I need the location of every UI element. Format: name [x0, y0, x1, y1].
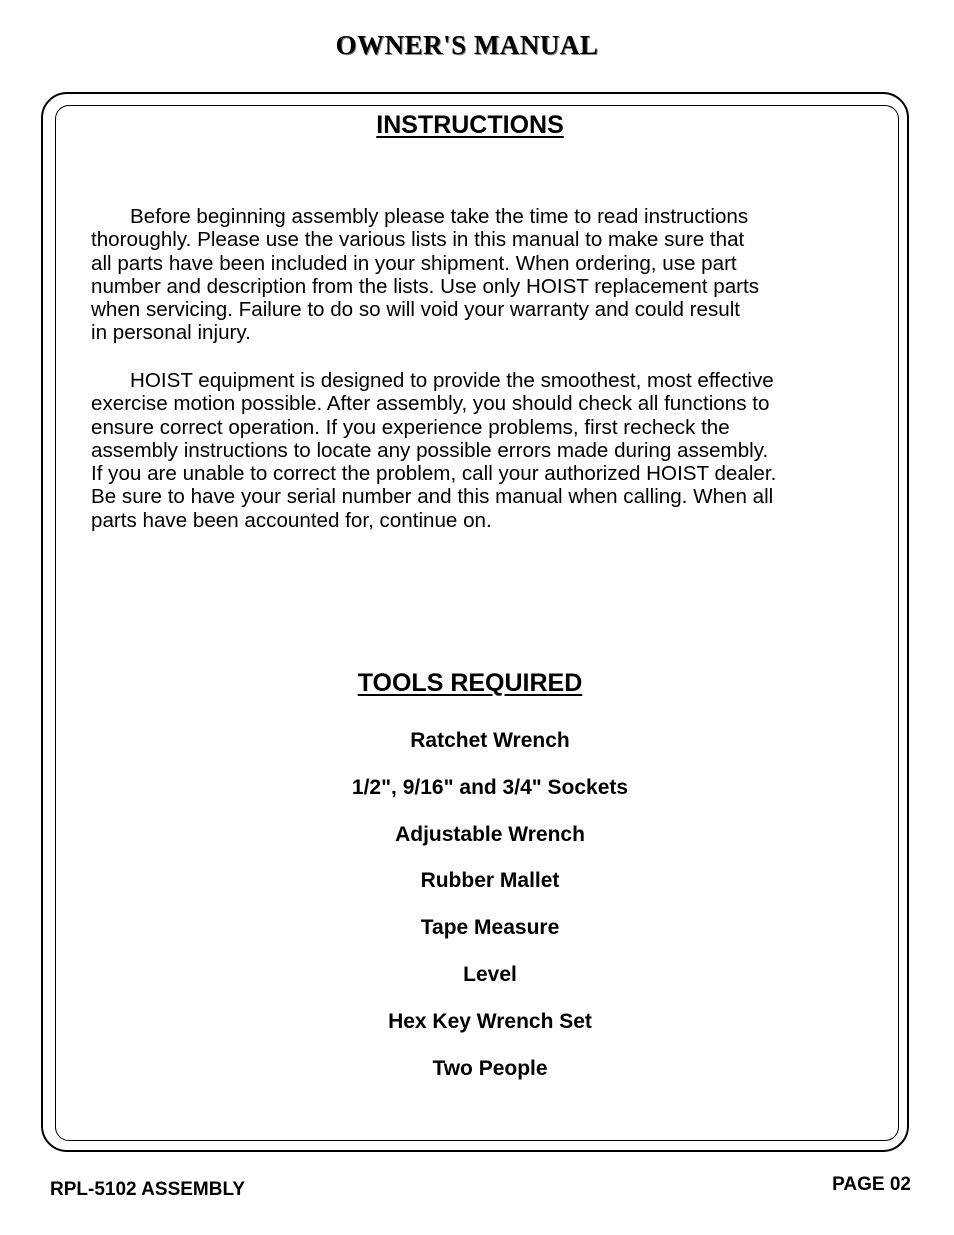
paragraph-line: Be sure to have your serial number and this manual when calling. When all [91, 485, 774, 509]
paragraph-line: all parts have been included in your shipment. When ordering, use part [91, 251, 737, 275]
footer-model: RPL-5102 ASSEMBLY [50, 1179, 245, 1200]
tool-item: Hex Key Wrench Set [388, 1009, 592, 1033]
paragraph-line: ensure correct operation. If you experience problems, first recheck the [91, 415, 730, 439]
tool-item: Two People [432, 1056, 548, 1080]
tool-item: Adjustable Wrench [395, 822, 585, 846]
tools-list [0, 728, 954, 1102]
instructions-paragraph-2 [91, 369, 871, 532]
paragraph-line: when servicing. Failure to do so will void your warranty and could result [91, 298, 741, 322]
paragraph-line: parts have been accounted for, continue on. [91, 508, 492, 532]
paragraph-line: number and description from the lists. Use only HOIST replacement parts [91, 274, 760, 298]
tool-item: Rubber Mallet [420, 869, 560, 893]
paragraph-line: exercise motion possible. After assembly, you should check all functions to [91, 392, 770, 416]
footer-page-number: PAGE 02 [832, 1174, 911, 1195]
paragraph-line: in personal injury. [91, 321, 251, 345]
page-title: OWNER'S MANUAL [335, 30, 599, 60]
paragraph-line: assembly instructions to locate any possible errors made during assembly. [91, 438, 769, 462]
tools-heading: TOOLS REQUIRED [357, 669, 583, 697]
tool-item: Ratchet Wrench [410, 729, 570, 752]
instructions-paragraph-1 [91, 205, 871, 345]
tool-item: Tape Measure [420, 916, 560, 940]
paragraph-line: HOIST equipment is designed to provide the smoothest, most effective [130, 369, 774, 392]
paragraph-line: Before beginning assembly please take the time to read instructions [130, 205, 749, 228]
tool-item: 1/2", 9/16" and 3/4" Sockets [351, 775, 629, 799]
tool-item: Level [463, 962, 517, 986]
instructions-heading: INSTRUCTIONS [376, 111, 564, 139]
paragraph-line: If you are unable to correct the problem, call your authorized HOIST dealer. [91, 462, 777, 486]
paragraph-line: thoroughly. Please use the various lists in this manual to make sure that [91, 228, 745, 252]
